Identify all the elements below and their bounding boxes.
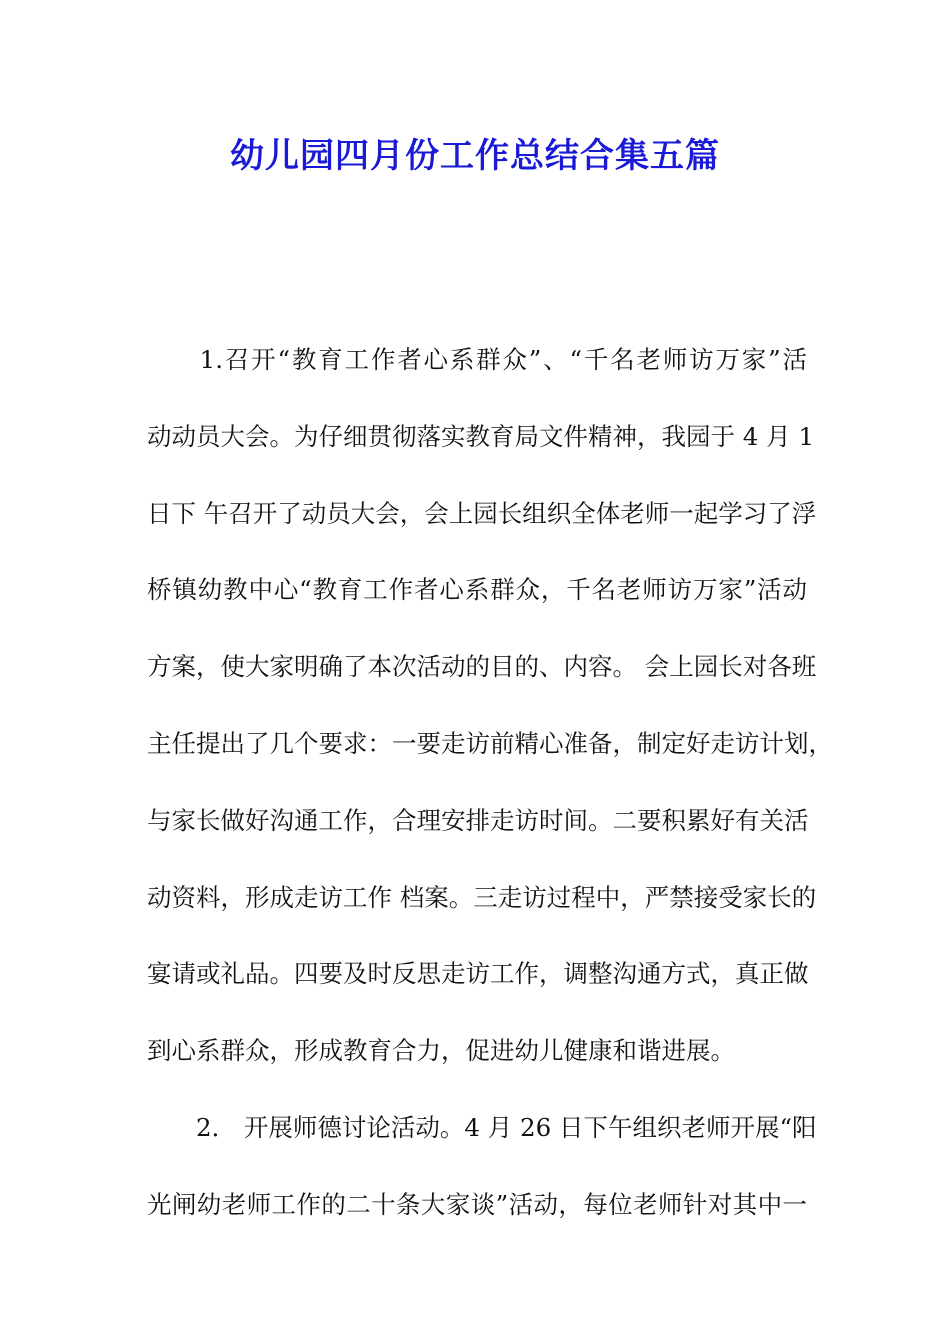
paragraph-line: 方案，使大家明确了本次活动的目的、内容。 会上园长对各班 — [147, 652, 817, 682]
paragraph-line: 光闸幼老师工作的二十条大家谈”活动，每位老师针对其中一 — [147, 1189, 807, 1219]
paragraph-line: 与家长做好沟通工作，合理安排走访时间。二要积累好有关活 — [147, 805, 809, 835]
document-title: 幼儿园四月份工作总结合集五篇 — [230, 136, 720, 176]
document-body — [147, 340, 833, 1262]
paragraph-line: 动资料，形成走访工作 档案。三走访过程中，严禁接受家长的 — [147, 882, 817, 912]
paragraph-line: 桥镇幼教中心“教育工作者心系群众，千名老师访万家”活动 — [147, 575, 807, 605]
paragraph-line: 1.召开“教育工作者心系群众”、“千名老师访万家”活 — [147, 345, 807, 374]
paragraph-line: 到心系群众，形成教育合力，促进幼儿健康和谐进展。 — [147, 1036, 735, 1066]
paragraph-line: 宴请或礼品。四要及时反思走访工作，调整沟通方式，真正做 — [147, 959, 809, 989]
paragraph-line: 2． 开展师德讨论活动。4 月 26 日下午组织老师开展“阳 — [147, 1112, 817, 1142]
paragraph-line: 主任提出了几个要求：一要走访前精心准备，制定好走访计划， — [147, 728, 833, 758]
paragraph-line: 动动员大会。为仔细贯彻落实教育局文件精神，我园于 4 月 1 — [147, 421, 815, 451]
paragraph-line: 日下 午召开了动员大会，会上园长组织全体老师一起学习了浮 — [147, 498, 817, 528]
